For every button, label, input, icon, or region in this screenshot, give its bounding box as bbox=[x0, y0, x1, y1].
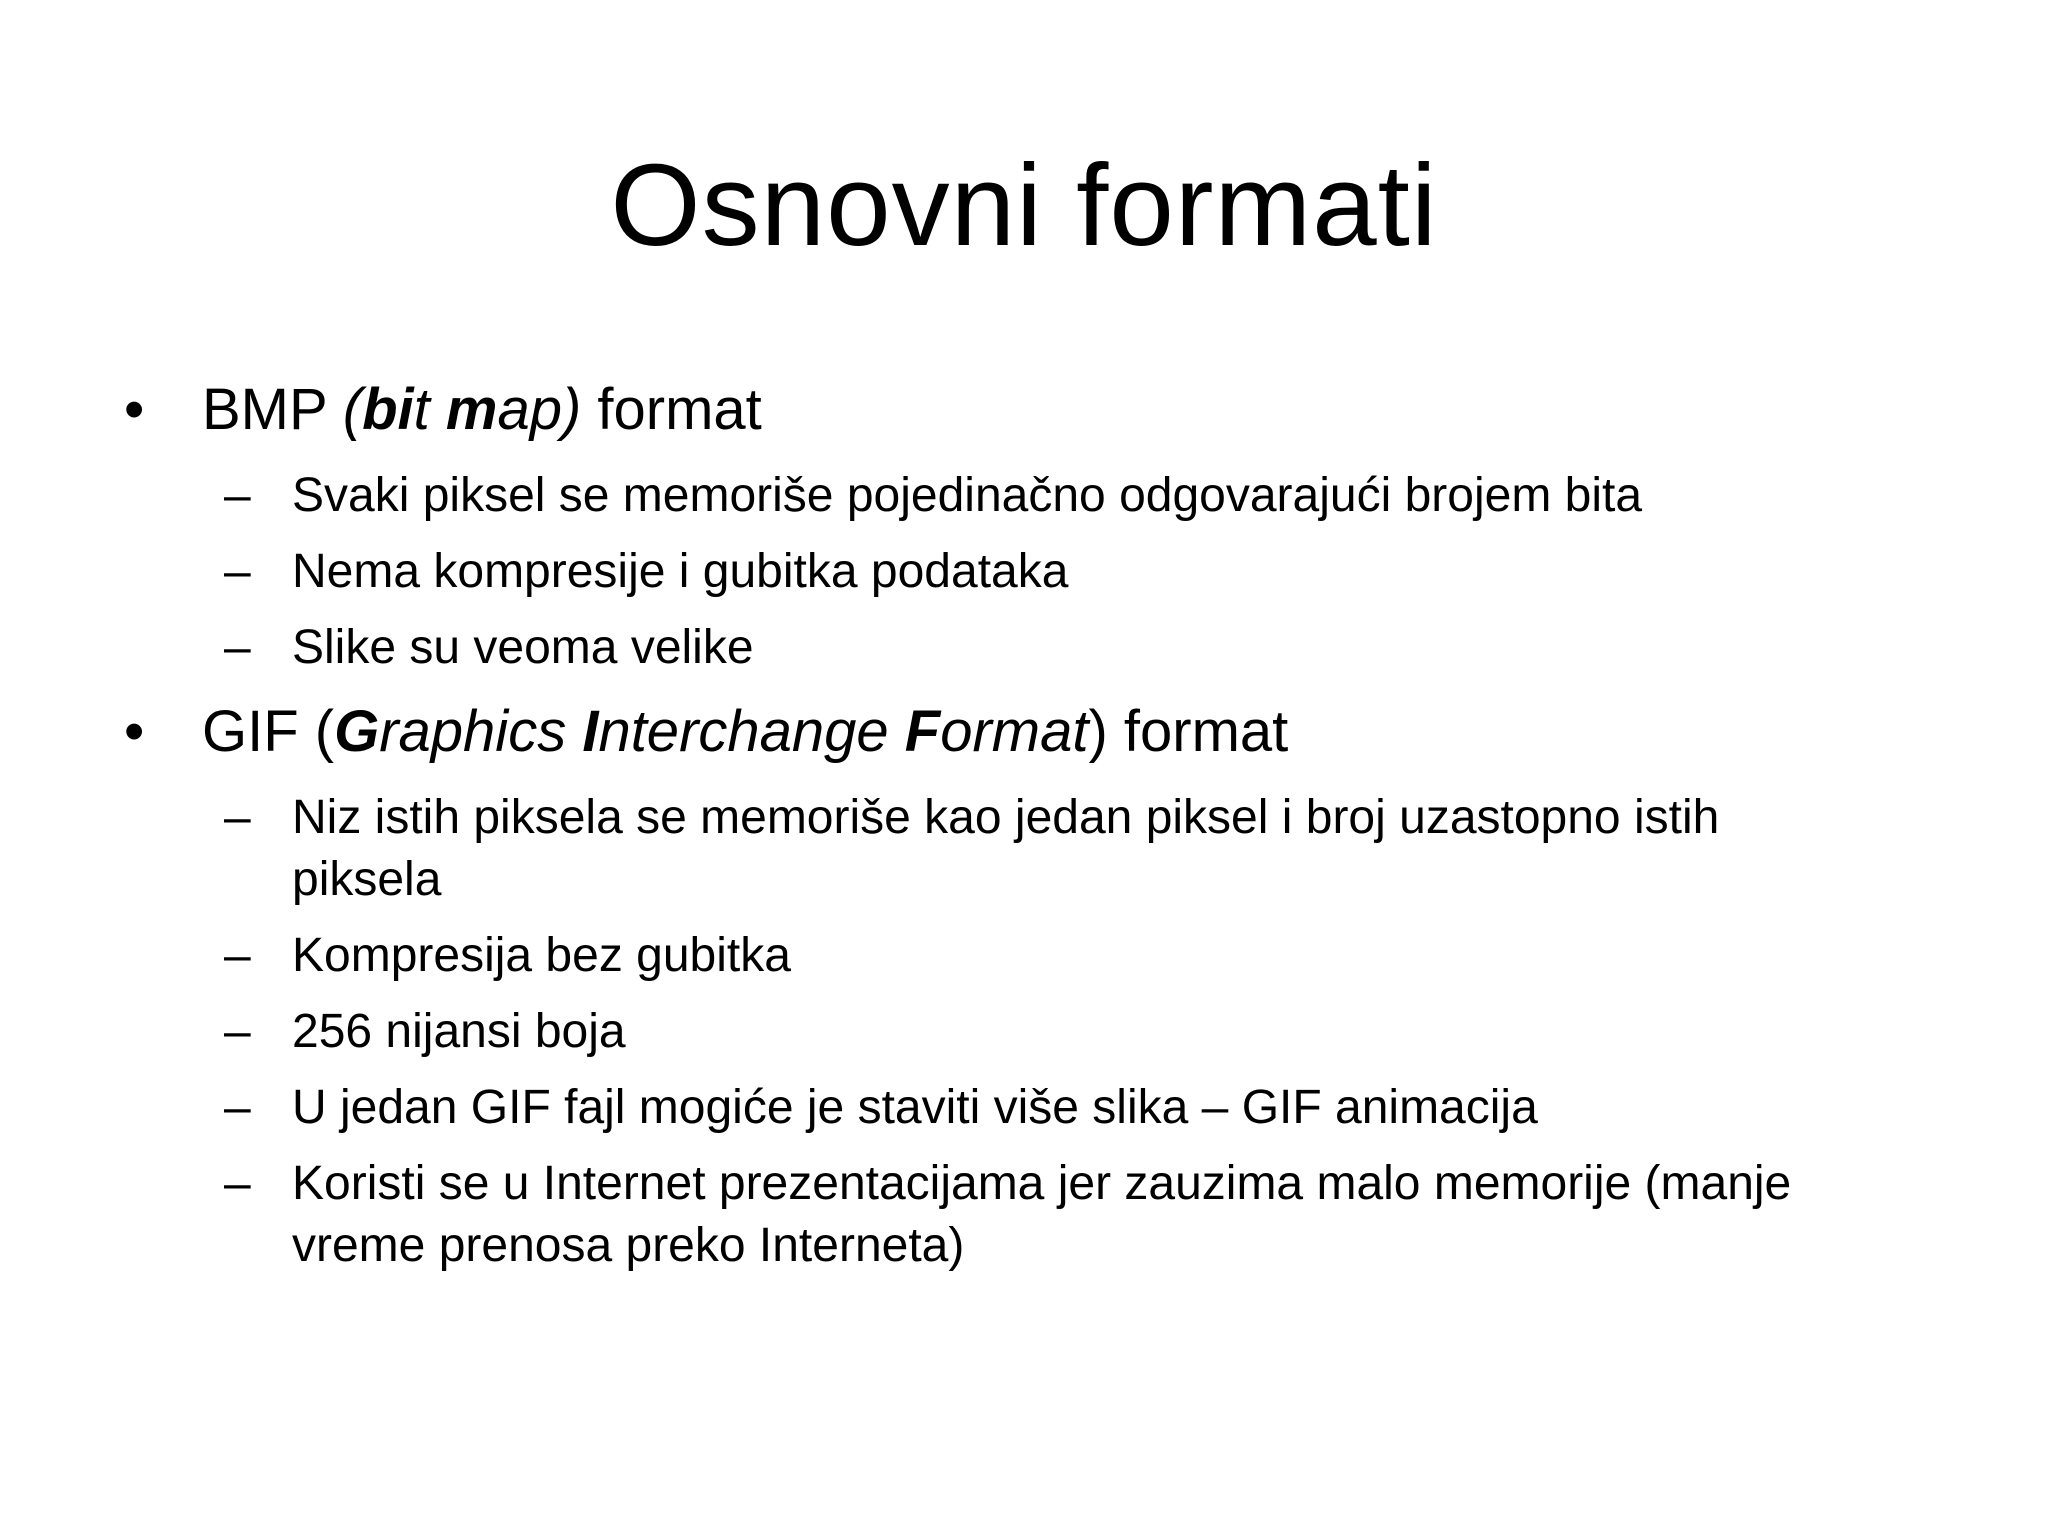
gif-heading-raphics: raphics bbox=[379, 699, 583, 764]
bullet-gif-heading bbox=[124, 697, 1289, 767]
dash-icon: – bbox=[224, 929, 251, 982]
bmp-heading-m: m bbox=[445, 377, 498, 442]
gif-item-text: Kompresija bez gubitka bbox=[292, 929, 791, 982]
bmp-heading-bi: bi bbox=[362, 377, 414, 442]
bmp-item-3 bbox=[224, 617, 754, 679]
gif-item-text: U jedan GIF fajl mogiće je staviti više slika – GIF animacija bbox=[292, 1081, 1538, 1134]
dash-icon: – bbox=[224, 545, 251, 598]
gif-item-3 bbox=[224, 1001, 626, 1063]
bmp-heading-close-paren: ) bbox=[561, 377, 582, 442]
gif-item-text: 256 nijansi boja bbox=[292, 1005, 626, 1058]
gif-heading-prefix: GIF ( bbox=[202, 699, 335, 764]
gif-heading-f: F bbox=[904, 699, 941, 764]
gif-heading-ormat: ormat bbox=[940, 699, 1089, 764]
bmp-item-text: Nema kompresije i gubitka podataka bbox=[292, 545, 1069, 598]
gif-heading-suffix: ) format bbox=[1088, 699, 1289, 764]
gif-item-5 bbox=[224, 1153, 1872, 1277]
bmp-item-text: Slike su veoma velike bbox=[292, 621, 754, 674]
dash-icon: – bbox=[224, 469, 251, 522]
gif-heading-g: G bbox=[334, 699, 380, 764]
gif-item-2 bbox=[224, 925, 791, 987]
dash-icon: – bbox=[224, 1157, 251, 1210]
gif-item-text: Koristi se u Internet prezentacijama jer zauzima malo memorije (manje vreme prenosa preko Interneta) bbox=[292, 1157, 1792, 1272]
bmp-item-text: Svaki piksel se memoriše pojedinačno odgovarajući brojem bita bbox=[292, 469, 1643, 522]
bullet-icon: • bbox=[124, 699, 145, 764]
bmp-heading-open-paren: ( bbox=[342, 377, 363, 442]
bmp-heading-ap: ap bbox=[497, 377, 562, 442]
slide-title: Osnovni formati bbox=[610, 140, 1438, 270]
bmp-heading-suffix: format bbox=[581, 377, 762, 442]
dash-icon: – bbox=[224, 1005, 251, 1058]
bmp-heading-t: t bbox=[413, 377, 446, 442]
gif-item-text: Niz istih piksela se memoriše kao jedan piksel i broj uzastopno istih piksela bbox=[292, 791, 1720, 906]
gif-heading-nterchange: nterchange bbox=[598, 699, 905, 764]
gif-item-4 bbox=[224, 1077, 1538, 1139]
bullet-icon: • bbox=[124, 377, 145, 442]
dash-icon: – bbox=[224, 621, 251, 674]
dash-icon: – bbox=[224, 791, 251, 844]
bullet-bmp-heading bbox=[124, 375, 762, 445]
bmp-item-1 bbox=[224, 465, 1643, 527]
gif-heading-i: I bbox=[582, 699, 599, 764]
dash-icon: – bbox=[224, 1081, 251, 1134]
gif-item-1 bbox=[224, 787, 1872, 911]
bmp-heading-prefix: BMP bbox=[202, 377, 343, 442]
bmp-item-2 bbox=[224, 541, 1069, 603]
